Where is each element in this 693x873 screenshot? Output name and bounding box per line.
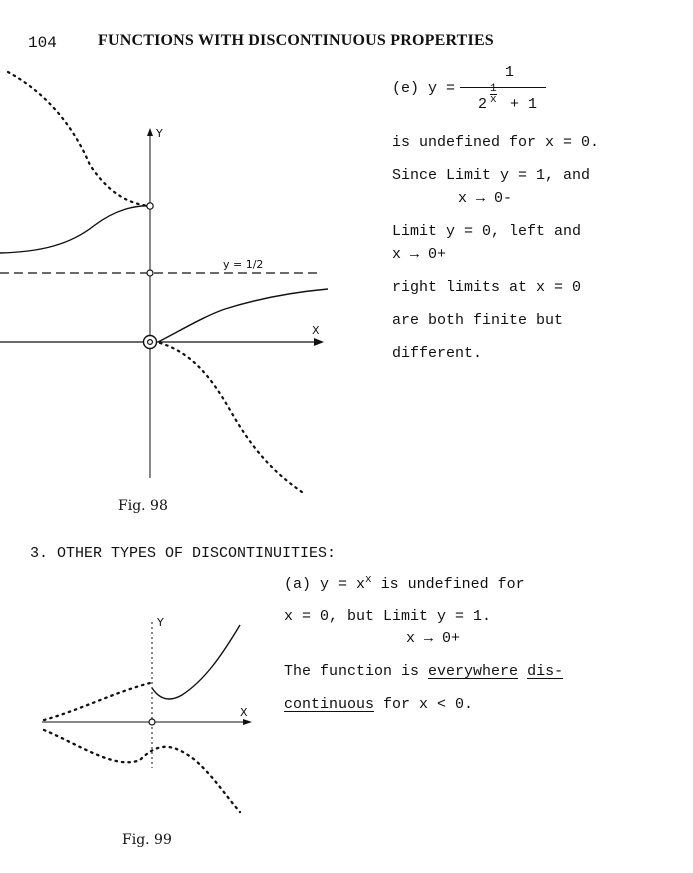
- item-a-line-1-pre: (a) y = x: [284, 576, 366, 593]
- item-e-denominator: [478, 96, 487, 113]
- fig98-x-label: X: [312, 324, 320, 337]
- fig98-graph: [0, 72, 328, 492]
- section-3-heading: 3. OTHER TYPES OF DISCONTINUITIES:: [30, 545, 337, 562]
- item-e-line-5: x → 0+: [392, 246, 447, 263]
- item-a-underlined-continuous: continuous: [284, 696, 375, 713]
- item-e-label: [392, 80, 455, 97]
- fig99-dotted-upper: [44, 683, 150, 720]
- item-e-letter: (e): [392, 80, 420, 97]
- fig99-x-label: X: [240, 706, 248, 719]
- fig98-open-point-mid: [147, 270, 153, 276]
- fig99-solid-curve: [152, 625, 240, 699]
- item-e-fraction-bar: [460, 87, 546, 88]
- item-a-line-1: [284, 574, 525, 593]
- item-e-line-6: right limits at x = 0: [392, 279, 582, 296]
- fig98-y-label: Y: [156, 127, 163, 140]
- fig99-open-point: [149, 719, 155, 725]
- item-a-line-5: [284, 696, 473, 713]
- item-a-line-2: x = 0, but Limit y = 1.: [284, 608, 492, 625]
- item-a-line-3: x → 0+: [406, 630, 461, 647]
- item-a-line-4: [284, 663, 563, 680]
- item-e-numerator: 1: [505, 64, 515, 81]
- item-e-exponent: [490, 84, 497, 105]
- fig98-right-branch: [158, 289, 328, 342]
- fig98-x-arrow: [314, 338, 324, 346]
- page-number: 104: [28, 34, 57, 52]
- item-e-line-2: Since Limit y = 1, and: [392, 167, 591, 184]
- fig98-asymptote-label: y = 1/2: [223, 258, 264, 271]
- item-e-line-8: different.: [392, 345, 483, 362]
- item-a-line-4-pre: The function is: [284, 663, 429, 680]
- running-head-title: FUNCTIONS WITH DISCONTINUOUS PROPERTIES: [98, 32, 494, 49]
- fig99-caption: Fig. 99: [122, 832, 172, 848]
- fig98-origin-dot: [148, 340, 153, 345]
- item-e-line-7: are both finite but: [392, 312, 564, 329]
- fig99-y-label: Y: [157, 616, 164, 629]
- item-e-line-3: x → 0-: [458, 190, 513, 207]
- fig99-x-arrow: [243, 719, 252, 725]
- fig98-open-point-top: [147, 203, 153, 209]
- item-e-denom-base: 2: [478, 96, 488, 113]
- item-e-line-1: is undefined for x = 0.: [392, 134, 600, 151]
- item-e-line-4: Limit y = 0, left and: [392, 223, 582, 240]
- item-a-underlined-everywhere: everywhere: [428, 663, 519, 680]
- item-a-exponent: x: [365, 574, 372, 586]
- fig98-dotted-upper: [8, 72, 150, 206]
- item-e-exp-num: 1: [490, 83, 497, 95]
- fig98-dotted-lower: [160, 343, 302, 492]
- fig99-graph: [42, 616, 252, 812]
- item-e-exp-den: x: [490, 94, 497, 106]
- item-e-denom-plus: + 1: [510, 96, 538, 113]
- fig99-dotted-lower: [44, 730, 240, 812]
- item-a-line-5-post: for x < 0.: [374, 696, 474, 713]
- fig98-left-branch: [0, 206, 150, 253]
- item-a-line-1-post: is undefined for: [371, 576, 525, 593]
- fig98-y-arrow: [147, 128, 153, 136]
- item-a-line-4-mid: [518, 663, 527, 680]
- item-a-underlined-dis: dis-: [527, 663, 564, 680]
- item-e-y-equals: y =: [428, 80, 456, 97]
- fig98-caption: Fig. 98: [118, 498, 168, 514]
